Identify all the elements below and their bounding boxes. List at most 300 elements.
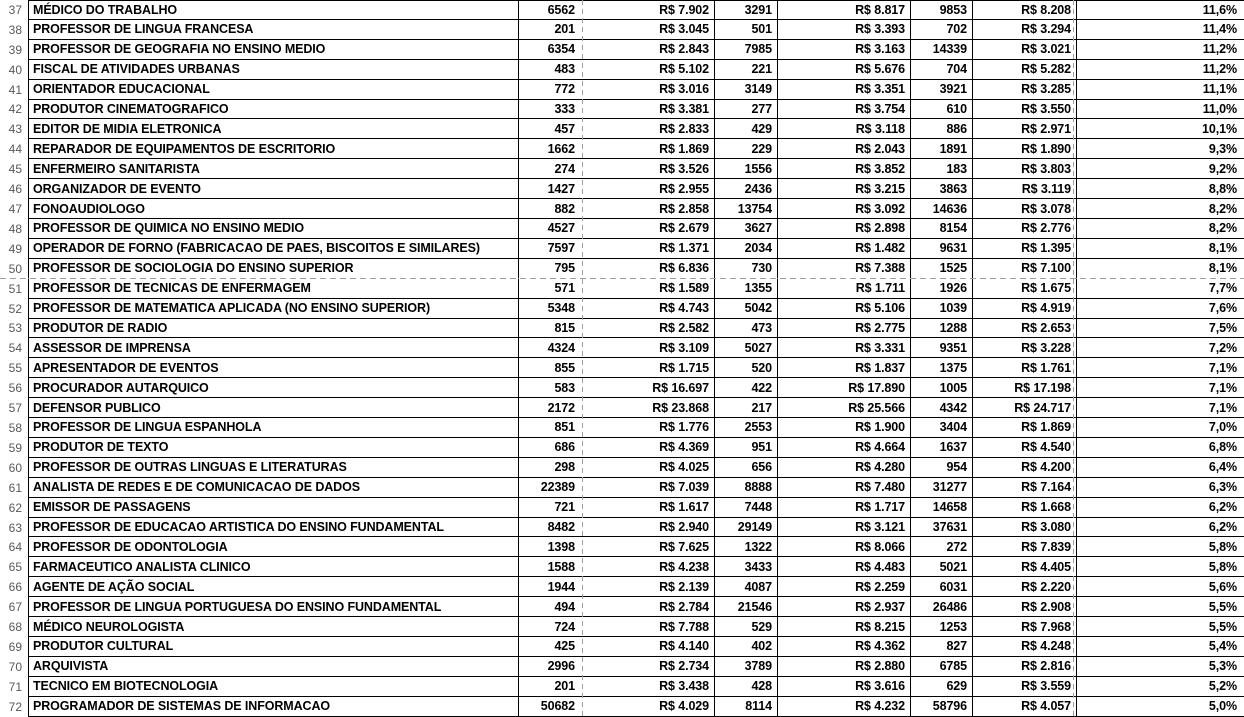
count-3-cell[interactable]: 272: [911, 537, 973, 557]
count-3-cell[interactable]: 1253: [911, 617, 973, 637]
percentage-cell[interactable]: 7,2%: [1077, 338, 1244, 358]
occupation-name-cell[interactable]: EMISSOR DE PASSAGENS: [28, 498, 519, 518]
row-number-cell[interactable]: 37: [8, 2, 22, 17]
salary-2-cell[interactable]: R$ 3.092: [778, 199, 911, 219]
percentage-cell[interactable]: 8,1%: [1077, 239, 1244, 259]
salary-1-cell[interactable]: R$ 4.743: [583, 299, 715, 319]
occupation-name-cell[interactable]: PROFESSOR DE TECNICAS DE ENFERMAGEM: [28, 279, 519, 299]
salary-3-cell[interactable]: R$ 4.540: [973, 438, 1077, 458]
count-1-cell[interactable]: 7597: [519, 239, 583, 259]
salary-2-cell[interactable]: R$ 1.482: [778, 239, 911, 259]
count-1-cell[interactable]: 201: [519, 677, 583, 697]
count-2-cell[interactable]: 1322: [715, 537, 778, 557]
salary-2-cell[interactable]: R$ 4.483: [778, 557, 911, 577]
salary-1-cell[interactable]: R$ 4.369: [583, 438, 715, 458]
count-1-cell[interactable]: 815: [519, 319, 583, 339]
salary-3-cell[interactable]: R$ 4.200: [973, 458, 1077, 478]
count-2-cell[interactable]: 8888: [715, 478, 778, 498]
occupation-name-cell[interactable]: PROCURADOR AUTARQUICO: [28, 378, 519, 398]
salary-1-cell[interactable]: R$ 3.526: [583, 159, 715, 179]
occupation-name-cell[interactable]: ENFERMEIRO SANITARISTA: [28, 159, 519, 179]
salary-2-cell[interactable]: R$ 2.043: [778, 139, 911, 159]
percentage-cell[interactable]: 11,6%: [1077, 0, 1244, 20]
count-3-cell[interactable]: 4342: [911, 398, 973, 418]
salary-2-cell[interactable]: R$ 3.215: [778, 179, 911, 199]
salary-3-cell[interactable]: R$ 3.021: [973, 40, 1077, 60]
occupation-name-cell[interactable]: TECNICO EM BIOTECNOLOGIA: [28, 677, 519, 697]
count-3-cell[interactable]: 827: [911, 637, 973, 657]
salary-3-cell[interactable]: R$ 8.208: [973, 0, 1077, 20]
count-2-cell[interactable]: 3433: [715, 557, 778, 577]
occupation-name-cell[interactable]: PRODUTOR DE RADIO: [28, 319, 519, 339]
salary-1-cell[interactable]: R$ 7.039: [583, 478, 715, 498]
salary-3-cell[interactable]: R$ 2.971: [973, 119, 1077, 139]
count-3-cell[interactable]: 3921: [911, 80, 973, 100]
salary-1-cell[interactable]: R$ 2.784: [583, 597, 715, 617]
row-number-cell[interactable]: 56: [8, 381, 22, 396]
salary-1-cell[interactable]: R$ 4.025: [583, 458, 715, 478]
count-3-cell[interactable]: 183: [911, 159, 973, 179]
occupation-name-cell[interactable]: FISCAL DE ATIVIDADES URBANAS: [28, 60, 519, 80]
salary-3-cell[interactable]: R$ 3.803: [973, 159, 1077, 179]
count-2-cell[interactable]: 656: [715, 458, 778, 478]
row-number-cell[interactable]: 55: [8, 361, 22, 376]
percentage-cell[interactable]: 6,8%: [1077, 438, 1244, 458]
salary-2-cell[interactable]: R$ 3.393: [778, 20, 911, 40]
percentage-cell[interactable]: 11,2%: [1077, 60, 1244, 80]
occupation-name-cell[interactable]: PROFESSOR DE LINGUA ESPANHOLA: [28, 418, 519, 438]
salary-2-cell[interactable]: R$ 1.900: [778, 418, 911, 438]
salary-2-cell[interactable]: R$ 1.717: [778, 498, 911, 518]
percentage-cell[interactable]: 8,2%: [1077, 199, 1244, 219]
salary-1-cell[interactable]: R$ 3.381: [583, 100, 715, 120]
count-3-cell[interactable]: 14658: [911, 498, 973, 518]
row-number-cell[interactable]: 61: [8, 480, 22, 495]
percentage-cell[interactable]: 7,7%: [1077, 279, 1244, 299]
salary-3-cell[interactable]: R$ 4.919: [973, 299, 1077, 319]
percentage-cell[interactable]: 9,3%: [1077, 139, 1244, 159]
count-2-cell[interactable]: 3149: [715, 80, 778, 100]
row-number-cell[interactable]: 66: [8, 580, 22, 595]
occupation-name-cell[interactable]: PRODUTOR CINEMATOGRAFICO: [28, 100, 519, 120]
count-2-cell[interactable]: 277: [715, 100, 778, 120]
salary-1-cell[interactable]: R$ 16.697: [583, 378, 715, 398]
count-1-cell[interactable]: 425: [519, 637, 583, 657]
salary-3-cell[interactable]: R$ 3.228: [973, 338, 1077, 358]
percentage-cell[interactable]: 5,2%: [1077, 677, 1244, 697]
count-2-cell[interactable]: 529: [715, 617, 778, 637]
count-1-cell[interactable]: 5348: [519, 299, 583, 319]
salary-2-cell[interactable]: R$ 4.232: [778, 697, 911, 717]
count-1-cell[interactable]: 2172: [519, 398, 583, 418]
percentage-cell[interactable]: 8,8%: [1077, 179, 1244, 199]
percentage-cell[interactable]: 5,8%: [1077, 537, 1244, 557]
count-1-cell[interactable]: 298: [519, 458, 583, 478]
salary-1-cell[interactable]: R$ 2.940: [583, 518, 715, 538]
count-3-cell[interactable]: 1891: [911, 139, 973, 159]
percentage-cell[interactable]: 8,1%: [1208, 261, 1237, 276]
salary-1-cell[interactable]: R$ 3.438: [583, 677, 715, 697]
occupation-name-cell[interactable]: ORIENTADOR EDUCACIONAL: [28, 80, 519, 100]
percentage-cell[interactable]: 11,1%: [1077, 80, 1244, 100]
salary-3-cell[interactable]: R$ 7.164: [973, 478, 1077, 498]
occupation-name-cell[interactable]: EDITOR DE MIDIA ELETRONICA: [28, 119, 519, 139]
count-3-cell[interactable]: 1637: [911, 438, 973, 458]
percentage-cell[interactable]: 6,2%: [1077, 498, 1244, 518]
salary-1-cell[interactable]: R$ 2.833: [583, 119, 715, 139]
percentage-cell[interactable]: 6,4%: [1077, 458, 1244, 478]
count-1-cell[interactable]: 724: [519, 617, 583, 637]
salary-3-cell[interactable]: R$ 1.668: [973, 498, 1077, 518]
count-2-cell[interactable]: 730: [715, 259, 778, 279]
count-1-cell[interactable]: 855: [519, 358, 583, 378]
count-1-cell[interactable]: 4527: [519, 219, 583, 239]
salary-1-cell[interactable]: R$ 4.238: [583, 557, 715, 577]
salary-2-cell[interactable]: R$ 5.676: [778, 60, 911, 80]
count-2-cell[interactable]: 7985: [715, 40, 778, 60]
salary-3-cell[interactable]: R$ 1.761: [973, 358, 1077, 378]
count-2-cell[interactable]: 5027: [715, 338, 778, 358]
salary-2-cell[interactable]: R$ 1.711: [778, 279, 911, 299]
count-1-cell[interactable]: 571: [519, 279, 583, 299]
count-3-cell[interactable]: 1525: [911, 259, 973, 279]
occupation-name-cell[interactable]: ANALISTA DE REDES E DE COMUNICACAO DE DADOS: [28, 478, 519, 498]
row-number-cell[interactable]: 45: [8, 162, 22, 177]
salary-2-cell[interactable]: R$ 2.880: [778, 657, 911, 677]
count-3-cell[interactable]: 9631: [911, 239, 973, 259]
salary-3-cell[interactable]: R$ 3.285: [973, 80, 1077, 100]
row-number-cell[interactable]: 64: [8, 540, 22, 555]
count-1-cell[interactable]: 333: [519, 100, 583, 120]
row-number-cell[interactable]: 65: [8, 560, 22, 575]
count-1-cell[interactable]: 494: [519, 597, 583, 617]
salary-3-cell[interactable]: R$ 17.198: [973, 378, 1077, 398]
row-number-cell[interactable]: 57: [8, 401, 22, 416]
salary-1-cell[interactable]: R$ 2.955: [583, 179, 715, 199]
salary-2-cell[interactable]: R$ 2.898: [778, 219, 911, 239]
salary-1-cell[interactable]: R$ 4.029: [583, 697, 715, 717]
count-2-cell[interactable]: 229: [715, 139, 778, 159]
count-2-cell[interactable]: 2436: [715, 179, 778, 199]
row-number-cell[interactable]: 46: [8, 182, 22, 197]
salary-1-cell[interactable]: R$ 3.016: [583, 80, 715, 100]
occupation-name-cell[interactable]: PROFESSOR DE GEOGRAFIA NO ENSINO MEDIO: [28, 40, 519, 60]
row-number-cell[interactable]: 43: [8, 122, 22, 137]
row-number-cell[interactable]: 54: [8, 341, 22, 356]
row-number-cell[interactable]: 48: [8, 221, 22, 236]
occupation-name-cell[interactable]: DEFENSOR PUBLICO: [28, 398, 519, 418]
percentage-cell[interactable]: 6,3%: [1077, 478, 1244, 498]
salary-1-cell[interactable]: R$ 2.139: [583, 577, 715, 597]
occupation-name-cell[interactable]: PROFESSOR DE SOCIOLOGIA DO ENSINO SUPERIOR: [28, 259, 519, 279]
count-3-cell[interactable]: 1375: [911, 358, 973, 378]
count-2-cell[interactable]: 501: [715, 20, 778, 40]
count-2-cell[interactable]: 1355: [715, 279, 778, 299]
percentage-cell[interactable]: 10,1%: [1077, 119, 1244, 139]
count-3-cell[interactable]: 9853: [911, 0, 973, 20]
count-2-cell[interactable]: 4087: [715, 577, 778, 597]
count-2-cell[interactable]: 3291: [715, 0, 778, 20]
salary-3-cell[interactable]: R$ 2.653: [973, 319, 1077, 339]
count-2-cell[interactable]: 428: [715, 677, 778, 697]
count-3-cell[interactable]: 1039: [911, 299, 973, 319]
salary-2-cell[interactable]: R$ 3.331: [778, 338, 911, 358]
count-3-cell[interactable]: 58796: [911, 697, 973, 717]
salary-3-cell[interactable]: R$ 3.080: [973, 518, 1077, 538]
count-1-cell[interactable]: 1398: [519, 537, 583, 557]
count-1-cell[interactable]: 721: [519, 498, 583, 518]
occupation-name-cell[interactable]: PROFESSOR DE MATEMATICA APLICADA (NO ENSINO SUPERIOR): [28, 299, 519, 319]
salary-2-cell[interactable]: R$ 8.066: [778, 537, 911, 557]
row-number-cell[interactable]: 72: [8, 699, 22, 714]
count-3-cell[interactable]: 954: [911, 458, 973, 478]
salary-2-cell[interactable]: R$ 2.775: [778, 319, 911, 339]
count-1-cell[interactable]: 882: [519, 199, 583, 219]
salary-1-cell[interactable]: R$ 2.734: [583, 657, 715, 677]
row-number-cell[interactable]: 62: [8, 500, 22, 515]
salary-1-cell[interactable]: R$ 4.140: [583, 637, 715, 657]
count-3-cell[interactable]: 1005: [911, 378, 973, 398]
percentage-cell[interactable]: 11,4%: [1077, 20, 1244, 40]
occupation-name-cell[interactable]: FONOAUDIOLOGO: [28, 199, 519, 219]
row-number-cell[interactable]: 51: [8, 281, 22, 296]
percentage-cell[interactable]: 9,2%: [1077, 159, 1244, 179]
count-3-cell[interactable]: 6785: [911, 657, 973, 677]
salary-2-cell[interactable]: R$ 3.754: [778, 100, 911, 120]
salary-3-cell[interactable]: R$ 3.294: [973, 20, 1077, 40]
occupation-name-cell[interactable]: PRODUTOR CULTURAL: [28, 637, 519, 657]
occupation-name-cell[interactable]: APRESENTADOR DE EVENTOS: [28, 358, 519, 378]
occupation-name-cell[interactable]: MÉDICO DO TRABALHO: [28, 0, 519, 20]
count-1-cell[interactable]: 686: [519, 438, 583, 458]
salary-1-cell[interactable]: R$ 6.836: [583, 259, 715, 279]
row-number-cell[interactable]: 70: [8, 659, 22, 674]
count-3-cell[interactable]: 704: [911, 60, 973, 80]
salary-3-cell[interactable]: R$ 1.869: [973, 418, 1077, 438]
count-1-cell[interactable]: 50682: [519, 697, 583, 717]
salary-1-cell[interactable]: R$ 1.776: [583, 418, 715, 438]
count-1-cell[interactable]: 2996: [519, 657, 583, 677]
salary-3-cell[interactable]: R$ 3.559: [973, 677, 1077, 697]
salary-3-cell[interactable]: R$ 2.776: [973, 219, 1077, 239]
occupation-name-cell[interactable]: FARMACEUTICO ANALISTA CLINICO: [28, 557, 519, 577]
count-2-cell[interactable]: 422: [715, 378, 778, 398]
count-3-cell[interactable]: 702: [911, 20, 973, 40]
count-3-cell[interactable]: 3863: [911, 179, 973, 199]
count-2-cell[interactable]: 13754: [715, 199, 778, 219]
salary-2-cell[interactable]: R$ 2.937: [778, 597, 911, 617]
count-3-cell[interactable]: 1288: [911, 319, 973, 339]
salary-3-cell[interactable]: R$ 3.078: [973, 199, 1077, 219]
percentage-cell[interactable]: 7,6%: [1077, 299, 1244, 319]
occupation-name-cell[interactable]: REPARADOR DE EQUIPAMENTOS DE ESCRITORIO: [28, 139, 519, 159]
salary-2-cell[interactable]: R$ 4.280: [778, 458, 911, 478]
percentage-cell[interactable]: 5,0%: [1077, 697, 1244, 717]
count-3-cell[interactable]: 886: [911, 119, 973, 139]
occupation-name-cell[interactable]: PROFESSOR DE QUIMICA NO ENSINO MEDIO: [28, 219, 519, 239]
salary-3-cell[interactable]: R$ 4.248: [973, 637, 1077, 657]
salary-2-cell[interactable]: R$ 2.259: [778, 577, 911, 597]
salary-1-cell[interactable]: R$ 1.617: [583, 498, 715, 518]
percentage-cell[interactable]: 5,4%: [1077, 637, 1244, 657]
count-2-cell[interactable]: 951: [715, 438, 778, 458]
salary-2-cell[interactable]: R$ 3.118: [778, 119, 911, 139]
salary-1-cell[interactable]: R$ 2.582: [583, 319, 715, 339]
count-2-cell[interactable]: 473: [715, 319, 778, 339]
count-1-cell[interactable]: 795: [554, 261, 575, 276]
row-number-cell[interactable]: 38: [8, 22, 22, 37]
row-number-cell[interactable]: 52: [8, 301, 22, 316]
count-3-cell[interactable]: 26486: [911, 597, 973, 617]
salary-3-cell[interactable]: R$ 5.282: [973, 60, 1077, 80]
count-1-cell[interactable]: 583: [519, 378, 583, 398]
salary-1-cell[interactable]: R$ 1.371: [583, 239, 715, 259]
occupation-name-cell[interactable]: PROGRAMADOR DE SISTEMAS DE INFORMACAO: [28, 697, 519, 717]
row-number-cell[interactable]: 63: [8, 520, 22, 535]
salary-3-cell[interactable]: R$ 4.405: [973, 557, 1077, 577]
row-number-cell[interactable]: 44: [8, 142, 22, 157]
occupation-name-cell[interactable]: MÉDICO NEUROLOGISTA: [28, 617, 519, 637]
count-3-cell[interactable]: 1926: [911, 279, 973, 299]
percentage-cell[interactable]: 7,1%: [1077, 358, 1244, 378]
count-1-cell[interactable]: 201: [519, 20, 583, 40]
percentage-cell[interactable]: 5,6%: [1077, 577, 1244, 597]
occupation-name-cell[interactable]: PRODUTOR DE TEXTO: [28, 438, 519, 458]
count-2-cell[interactable]: 520: [715, 358, 778, 378]
salary-3-cell[interactable]: R$ 24.717: [973, 398, 1077, 418]
count-1-cell[interactable]: 457: [519, 119, 583, 139]
row-number-cell[interactable]: 59: [8, 440, 22, 455]
count-2-cell[interactable]: 3627: [715, 219, 778, 239]
count-2-cell[interactable]: 21546: [715, 597, 778, 617]
salary-2-cell[interactable]: R$ 1.837: [778, 358, 911, 378]
count-2-cell[interactable]: 29149: [715, 518, 778, 538]
salary-3-cell[interactable]: R$ 1.395: [973, 239, 1077, 259]
count-3-cell[interactable]: 610: [911, 100, 973, 120]
row-number-cell[interactable]: 69: [8, 639, 22, 654]
count-2-cell[interactable]: 2553: [715, 418, 778, 438]
salary-3-cell[interactable]: R$ 7.839: [973, 537, 1077, 557]
row-number-cell[interactable]: 58: [8, 420, 22, 435]
occupation-name-cell[interactable]: ARQUIVISTA: [28, 657, 519, 677]
percentage-cell[interactable]: 11,2%: [1077, 40, 1244, 60]
salary-1-cell[interactable]: R$ 7.788: [583, 617, 715, 637]
count-3-cell[interactable]: 9351: [911, 338, 973, 358]
salary-1-cell[interactable]: R$ 3.109: [583, 338, 715, 358]
occupation-name-cell[interactable]: PROFESSOR DE ODONTOLOGIA: [28, 537, 519, 557]
percentage-cell[interactable]: 6,2%: [1077, 518, 1244, 538]
salary-1-cell[interactable]: R$ 1.869: [583, 139, 715, 159]
salary-3-cell[interactable]: R$ 2.220: [973, 577, 1077, 597]
row-number-cell[interactable]: 50: [8, 261, 22, 276]
salary-2-cell[interactable]: R$ 3.852: [778, 159, 911, 179]
row-number-cell[interactable]: 39: [8, 42, 22, 57]
count-1-cell[interactable]: 4324: [519, 338, 583, 358]
percentage-cell[interactable]: 7,5%: [1077, 319, 1244, 339]
row-number-cell[interactable]: 60: [8, 460, 22, 475]
salary-3-cell[interactable]: R$ 1.675: [973, 279, 1077, 299]
count-3-cell[interactable]: 14339: [911, 40, 973, 60]
row-number-cell[interactable]: 40: [8, 62, 22, 77]
salary-2-cell[interactable]: R$ 5.106: [778, 299, 911, 319]
salary-2-cell[interactable]: R$ 3.616: [778, 677, 911, 697]
count-1-cell[interactable]: 1662: [519, 139, 583, 159]
count-2-cell[interactable]: 3789: [715, 657, 778, 677]
count-1-cell[interactable]: 6354: [519, 40, 583, 60]
salary-3-cell[interactable]: R$ 1.890: [973, 139, 1077, 159]
count-1-cell[interactable]: 6562: [519, 0, 583, 20]
occupation-name-cell[interactable]: ASSESSOR DE IMPRENSA: [28, 338, 519, 358]
row-number-cell[interactable]: 71: [8, 679, 22, 694]
row-number-cell[interactable]: 42: [8, 102, 22, 117]
occupation-name-cell[interactable]: PROFESSOR DE LINGUA FRANCESA: [28, 20, 519, 40]
count-2-cell[interactable]: 8114: [715, 697, 778, 717]
salary-2-cell[interactable]: R$ 17.890: [778, 378, 911, 398]
salary-1-cell[interactable]: R$ 1.589: [583, 279, 715, 299]
count-1-cell[interactable]: 22389: [519, 478, 583, 498]
occupation-name-cell[interactable]: AGENTE DE AÇÃO SOCIAL: [28, 577, 519, 597]
percentage-cell[interactable]: 5,3%: [1077, 657, 1244, 677]
salary-1-cell[interactable]: R$ 2.843: [583, 40, 715, 60]
salary-1-cell[interactable]: R$ 7.625: [583, 537, 715, 557]
count-3-cell[interactable]: 37631: [911, 518, 973, 538]
salary-3-cell[interactable]: R$ 3.119: [973, 179, 1077, 199]
salary-2-cell[interactable]: R$ 8.817: [778, 0, 911, 20]
salary-2-cell[interactable]: R$ 3.121: [778, 518, 911, 538]
percentage-cell[interactable]: 7,1%: [1077, 398, 1244, 418]
count-3-cell[interactable]: 6031: [911, 577, 973, 597]
count-1-cell[interactable]: 772: [519, 80, 583, 100]
occupation-name-cell[interactable]: PROFESSOR DE LINGUA PORTUGUESA DO ENSINO FUNDAMENTAL: [28, 597, 519, 617]
count-2-cell[interactable]: 7448: [715, 498, 778, 518]
count-3-cell[interactable]: 31277: [911, 478, 973, 498]
count-3-cell[interactable]: 8154: [911, 219, 973, 239]
count-3-cell[interactable]: 629: [911, 677, 973, 697]
percentage-cell[interactable]: 5,8%: [1077, 557, 1244, 577]
salary-1-cell[interactable]: R$ 23.868: [583, 398, 715, 418]
salary-1-cell[interactable]: R$ 5.102: [583, 60, 715, 80]
percentage-cell[interactable]: 7,0%: [1077, 418, 1244, 438]
occupation-name-cell[interactable]: PROFESSOR DE OUTRAS LINGUAS E LITERATURAS: [28, 458, 519, 478]
count-2-cell[interactable]: 2034: [715, 239, 778, 259]
salary-2-cell[interactable]: R$ 3.351: [778, 80, 911, 100]
percentage-cell[interactable]: 5,5%: [1077, 597, 1244, 617]
salary-2-cell[interactable]: R$ 4.362: [778, 637, 911, 657]
salary-3-cell[interactable]: R$ 4.057: [973, 697, 1077, 717]
row-number-cell[interactable]: 47: [8, 202, 22, 217]
salary-2-cell[interactable]: R$ 7.388: [778, 259, 911, 279]
occupation-name-cell[interactable]: PROFESSOR DE EDUCACAO ARTISTICA DO ENSINO FUNDAMENTAL: [28, 518, 519, 538]
salary-2-cell[interactable]: R$ 25.566: [778, 398, 911, 418]
salary-3-cell[interactable]: R$ 7.100: [973, 259, 1077, 279]
count-1-cell[interactable]: 851: [519, 418, 583, 438]
occupation-name-cell[interactable]: OPERADOR DE FORNO (FABRICACAO DE PAES, BISCOITOS E SIMILARES): [28, 239, 519, 259]
count-3-cell[interactable]: 5021: [911, 557, 973, 577]
count-1-cell[interactable]: 274: [519, 159, 583, 179]
row-number-cell[interactable]: 53: [8, 321, 22, 336]
salary-2-cell[interactable]: R$ 3.163: [778, 40, 911, 60]
count-2-cell[interactable]: 1556: [715, 159, 778, 179]
count-3-cell[interactable]: 3404: [911, 418, 973, 438]
count-2-cell[interactable]: 217: [715, 398, 778, 418]
row-number-cell[interactable]: 68: [8, 620, 22, 635]
salary-1-cell[interactable]: R$ 1.715: [583, 358, 715, 378]
salary-2-cell[interactable]: R$ 8.215: [778, 617, 911, 637]
count-1-cell[interactable]: 8482: [519, 518, 583, 538]
count-1-cell[interactable]: 483: [519, 60, 583, 80]
salary-1-cell[interactable]: R$ 2.858: [583, 199, 715, 219]
salary-3-cell[interactable]: R$ 2.816: [973, 657, 1077, 677]
